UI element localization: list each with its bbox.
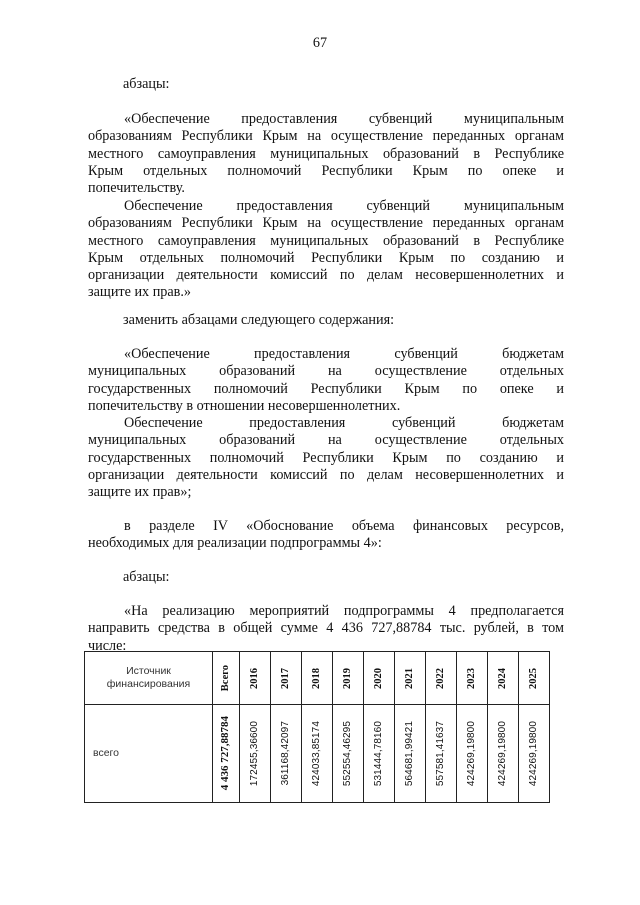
total-header: Всего [220,664,232,692]
text-line: местного самоуправления муниципальных образований в Республике [88,145,564,162]
text-line: организации деятельности комиссий по делам несовершеннолетних и [88,466,564,483]
year-value: 424269,19800 [497,720,509,787]
year-value: 531444,78160 [373,720,385,787]
paragraph-old-1 [88,111,564,197]
paragraph-funding [88,603,564,655]
total-header-cell [213,652,240,705]
text-line: необходимых для реализации подпрограммы 4»: [88,535,382,552]
year-value-cell [364,705,395,803]
year-value-cell [426,705,457,803]
year-header-cell [457,652,488,705]
paragraph-new-1 [88,346,564,415]
page-number: 67 [312,35,328,51]
year-value: 361168,42097 [280,721,292,786]
text-line: «Обеспечение предоставления субвенций муниципальным [124,111,564,127]
year-value: 564681,99421 [404,720,416,787]
text-line: числе: [88,637,127,654]
paragraph-abzacy-1: абзацы: [123,76,170,92]
total-value: 4 436 727,88784 [219,716,232,791]
row-label: всего [85,705,213,803]
year-header: 2022 [435,667,447,689]
year-value: 424033,85174 [311,720,323,787]
year-header: 2024 [497,667,509,689]
text-line: в разделе IV «Обоснование объема финансовых ресурсов, [124,518,564,534]
funding-table [84,651,550,803]
table-header-row [85,652,550,705]
year-header: 2016 [249,667,261,689]
year-value: 557581,41637 [435,720,447,787]
year-value: 424269,19800 [466,720,478,787]
year-header: 2018 [311,667,323,689]
text-line: Обеспечение предоставления субвенций муниципальным [124,198,564,214]
text-line: защите их прав»; [88,484,192,501]
year-header: 2019 [342,667,354,689]
text-line: образованиям Республики Крым на осуществление переданных органам [88,128,564,145]
text-line: попечительству в отношении несовершеннолетних. [88,397,401,414]
paragraph-abzacy-2: абзацы: [123,569,170,585]
year-header-cell [302,652,333,705]
year-header-cell [426,652,457,705]
year-value: 552554,46295 [342,720,354,787]
year-header-cell [395,652,426,705]
text-line: государственных полномочий Республики Крым по созданию и [88,449,564,466]
text-line: Обеспечение предоставления субвенций бюджетам [124,415,564,431]
table-row [85,705,550,803]
year-value: 424269,19800 [528,720,540,787]
text-line: муниципальных образований на осуществление отдельных [88,363,564,380]
text-line: «На реализацию мероприятий подпрограммы 4 предполагается [124,603,564,619]
year-value-cell [240,705,271,803]
year-value-cell [302,705,333,803]
year-header-cell [240,652,271,705]
text-line: организации деятельности комиссий по делам несовершеннолетних и [88,267,564,284]
year-header-cell [271,652,302,705]
year-value-cell [488,705,519,803]
text-line: образованиям Республики Крым на осуществление переданных органам [88,215,564,232]
year-value-cell [395,705,426,803]
year-header: 2020 [373,667,385,689]
paragraph-old-2 [88,198,564,302]
source-header: Источник финансирования [85,652,213,705]
year-header-cell [333,652,364,705]
year-value-cell [333,705,364,803]
text-line: Крым отдельных полномочий Республики Крым по опеке и [88,162,564,179]
text-line: муниципальных образований на осуществление отдельных [88,432,564,449]
year-header: 2021 [404,667,416,689]
text-line: попечительству. [88,180,185,197]
year-header-cell [519,652,550,705]
year-header: 2025 [528,667,540,689]
year-value-cell [519,705,550,803]
year-value: 172455,36600 [249,720,261,787]
text-line: защите их прав.» [88,284,192,301]
total-value-cell [213,705,240,803]
paragraph-section [88,518,564,553]
text-line: местного самоуправления муниципальных образований в Республике [88,232,564,249]
year-header: 2023 [466,667,478,689]
text-line: направить средства в общей сумме 4 436 727,88784 тыс. рублей, в том [88,620,564,637]
text-line: государственных полномочий Республики Крым по опеке и [88,380,564,397]
paragraph-new-2 [88,415,564,501]
year-header-cell [364,652,395,705]
year-header-cell [488,652,519,705]
year-value-cell [457,705,488,803]
year-header: 2017 [280,667,292,689]
year-value-cell [271,705,302,803]
paragraph-replace: заменить абзацами следующего содержания: [123,312,395,328]
text-line: Крым отдельных полномочий Республики Крым по созданию и [88,249,564,266]
text-line: «Обеспечение предоставления субвенций бюджетам [124,346,564,362]
